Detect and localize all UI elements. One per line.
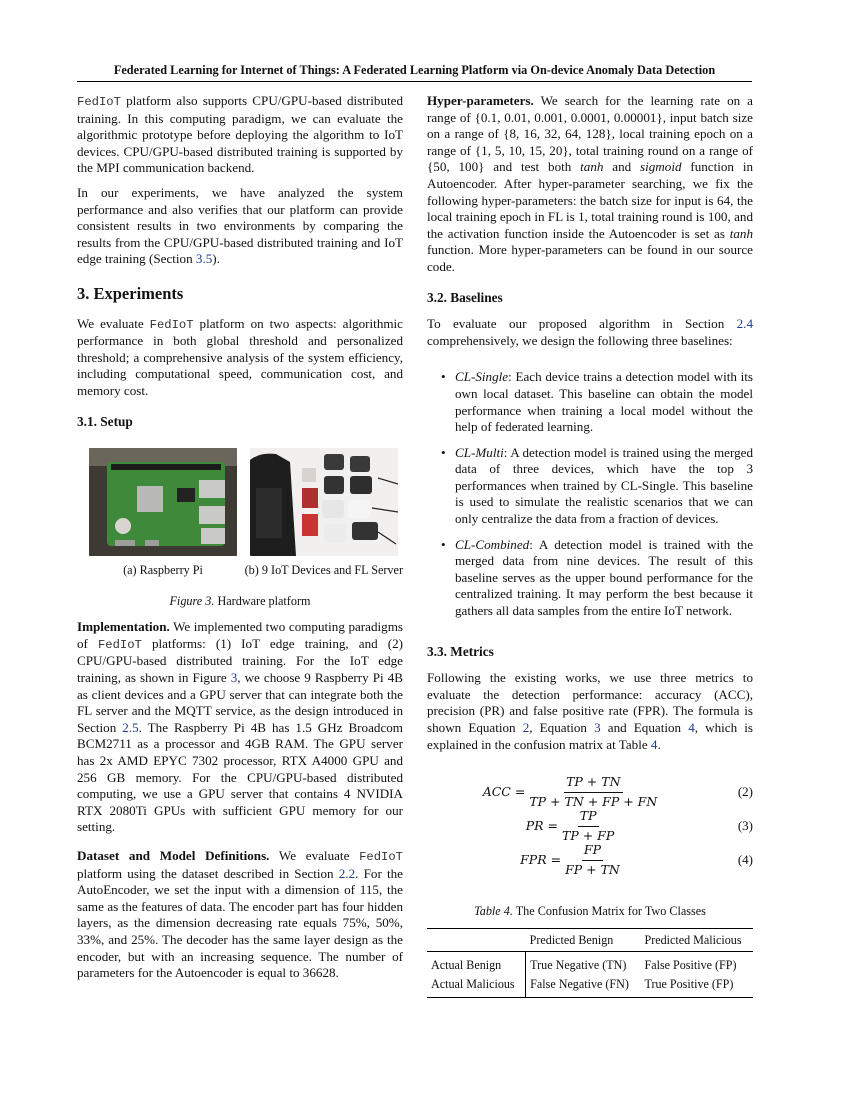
iot-devices-photo <box>250 448 398 556</box>
table-row <box>427 975 753 997</box>
list-item: • CL-Combined: A detection model is trained with the merged data from nine devices. The result of this baseline serves as the upper bound performance for the centralized training. It may perform the best because it gathers all data samples from the entire IoT network. <box>455 537 753 620</box>
table-header-row <box>427 928 753 952</box>
equation-number: (4) <box>737 852 753 868</box>
equation-link[interactable]: 3 <box>594 720 601 735</box>
results-paragraph: In our experiments, we have analyzed the system performance and also verifies that our platform can provide consistent results in two environments by comparing the results from the CPU/GPU-based distributed training and IoT edge training (Section 3.5). <box>77 184 403 267</box>
table-header-cell: Predicted Malicious <box>644 932 742 947</box>
dataset-paragraph: Dataset and Model Definitions. We evaluate FedIoT platform using the dataset described in Section 2.2. For the AutoEncoder, we set the input with a dimension of 115, the same as the features of data. The encoder part has four hidden layers, as the dimension decreasing rate equals 75%, 50%, 33%, and 25%. The decoder has the same layer design as the encoder, but with an increasing sequence. The number of parameters for the Autoencoder is equal to 36628. <box>77 848 403 981</box>
section-link[interactable]: 2.2 <box>338 865 356 881</box>
table-header-cell <box>427 928 526 952</box>
raspberry-pi-photo <box>89 448 237 556</box>
equation-link[interactable]: 4 <box>688 720 695 735</box>
section-link[interactable]: 3.5 <box>195 251 213 267</box>
subsection-heading-metrics: 3.3. Metrics <box>427 643 494 659</box>
equation-acc: ACC = $\frac{TP + TN}{TP + TN + FP + FN}$ (2) <box>482 774 753 809</box>
subfigure-iot-devices <box>245 448 403 579</box>
section-link[interactable]: 2.5 <box>122 719 139 735</box>
baselines-list <box>427 369 753 619</box>
table-cell: True Positive (FP) <box>644 976 734 991</box>
equation-pr: PR = $\frac{TP}{TP + FP}$ (3) <box>525 808 753 843</box>
subfigure-caption-a: (a) Raspberry Pi <box>123 563 203 578</box>
subfigure-raspberry-pi <box>89 448 237 579</box>
table-header-cell: Predicted Benign <box>529 932 614 947</box>
metrics-paragraph: Following the existing works, we use three metrics to evaluate the detection performance: accuracy (ACC), precision (PR) and false positive rate (FPR). The formula is shown Equation 2, Equation 3 and Equation 4, which is explained in the confusion matrix at Table 4. <box>427 670 754 752</box>
subfigure-caption-b: (b) 9 IoT Devices and FL Server <box>244 563 403 578</box>
table-cell: False Positive (FP) <box>644 958 737 973</box>
implementation-paragraph: Implementation. We implemented two computing paradigms of FedIoT platforms: (1) IoT edge training, and (2) CPU/GPU-based distributed training. For the IoT edge training, as shown in Figure 3, we choose 9 Raspberry Pi 4B as client devices and a GPU server that can integrate both the FL server and the MQTT service, as the design introduced in Section 2.5. The Raspberry Pi 4B has 1.5 GHz Broadcom BCM2711 as a processor and 4GB RAM. The GPU server has 2x AMD EPYC 7302 processor, RTX A4000 GPU and 256 GB memory. For the CPU/GPU-based distributed computing, we use a GPU server that contains 4 NVIDIA RTX 2080Ti GPUs with sufficient GPU memory for our setting. <box>77 619 403 835</box>
baselines-intro: To evaluate our proposed algorithm in Section 2.4 comprehensively, we design the following three baselines: <box>427 316 753 348</box>
table-cell: False Negative (FN) <box>530 976 629 991</box>
table-link[interactable]: 4 <box>650 736 658 752</box>
equation-number: (3) <box>737 818 753 834</box>
table-row-header: Actual Benign <box>427 952 526 975</box>
figure-hardware <box>77 448 403 609</box>
right-column <box>427 93 753 998</box>
running-header: Federated Learning for Internet of Things: A Federated Learning Platform via On-device Anomaly Data Detection <box>77 63 752 82</box>
figure-link[interactable]: 3 <box>230 670 238 686</box>
equation-link[interactable]: 2 <box>522 720 530 735</box>
confusion-matrix-table <box>427 928 753 998</box>
table-row <box>427 952 753 975</box>
table-row-header: Actual Malicious <box>427 975 526 997</box>
subsection-heading-setup: 3.1. Setup <box>77 413 133 429</box>
table-caption: Table 4. The Confusion Matrix for Two Classes <box>474 904 706 919</box>
list-item: • CL-Multi: A detection model is trained using the merged data of three devices, which have the top 3 performances when trained by CL-Single. This baseline is used to simulate the realistic scenarios that we can only centralize the data from a fraction of devices. <box>455 445 753 528</box>
experiments-paragraph: We evaluate FedIoT platform on two aspects: algorithmic performance in both global threshold and personalized threshold; a comprehensive analysis of the system efficiency, including computational speed, communication cost, and memory cost. <box>77 315 403 398</box>
figure-caption: Figure 3. Hardware platform <box>169 593 311 608</box>
subsection-heading-baselines: 3.2. Baselines <box>427 289 503 305</box>
section-link[interactable]: 2.4 <box>736 316 753 332</box>
section-heading-experiments: 3. Experiments <box>77 283 184 303</box>
equation-number: (2) <box>737 784 753 800</box>
hyperparameters-paragraph: Hyper-parameters. We search for the learning rate on a range of {0.1, 0.01, 0.001, 0.0001, 0.00001}, input batch size on a range of {8, 16, 32, 64, 128}, local training epoch on a range of {1, 5, 10, 15, 20}, total training round on a range of {50, 100} and test both tanh and sigmoid function in Autoencoder. After hyper-parameter searching, we fix the following hyper-parameters: the batch size for input is 64, the local training epoch in FL is 1, total training round is 100, and the activation function inside the Autoencoder is set as tanh function. More hyper-parameters can be found in our source code. <box>427 93 754 274</box>
list-item: • CL-Single: Each device trains a detection model with its own local dataset. This baseline can obtain the model performance when training a local model without the help of federated learning. <box>455 369 753 435</box>
equation-fpr: FPR = $\frac{FP}{FP + TN}$ (4) <box>520 842 753 877</box>
table-cell: True Negative (TN) <box>530 958 627 973</box>
intro-paragraph: FedIoT platform also supports CPU/GPU-based distributed training. In this computing paradigm, we can evaluate the algorithmic prototype before deploying the algorithm to IoT devices. CPU/GPU-based distributed training is supported by the MPI communication backend. <box>77 93 403 176</box>
left-column <box>77 93 403 990</box>
